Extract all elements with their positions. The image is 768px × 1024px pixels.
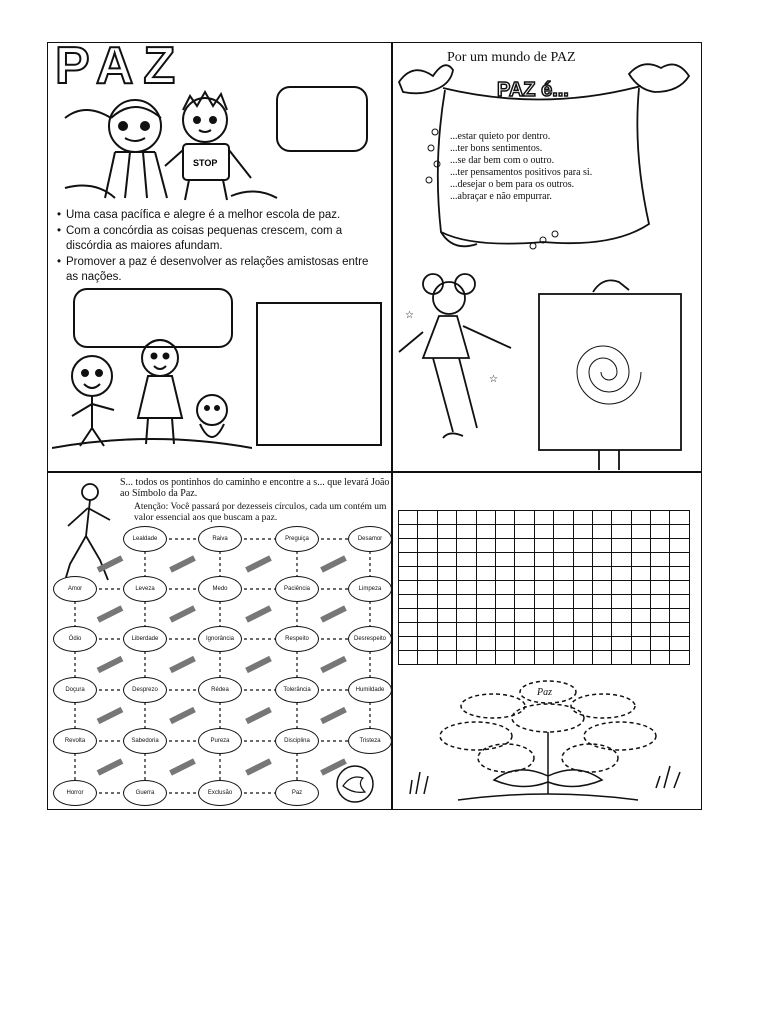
paz-e-item: ...estar quieto por dentro. [450, 131, 551, 142]
grid-cell[interactable] [573, 539, 592, 553]
grid-cell[interactable] [495, 581, 514, 595]
grid-cell[interactable] [399, 651, 418, 665]
grid-cell[interactable] [476, 651, 495, 665]
maze-circle[interactable]: Paz [275, 780, 319, 806]
grid-cell[interactable] [418, 651, 437, 665]
grid-cell[interactable] [476, 637, 495, 651]
grid-cell[interactable] [495, 539, 514, 553]
grid-cell[interactable] [592, 553, 611, 567]
maze-wall [98, 608, 122, 620]
grid-cell[interactable] [554, 595, 573, 609]
grid-cell[interactable] [612, 525, 631, 539]
grid-row [399, 511, 690, 525]
world-peace-title: Por um mundo de PAZ [447, 50, 576, 65]
grid-cell[interactable] [534, 651, 553, 665]
grid-cell[interactable] [418, 623, 437, 637]
maze-circle[interactable]: Horror [53, 780, 97, 806]
grid-cell[interactable] [534, 525, 553, 539]
maze-circle[interactable]: Pureza [198, 728, 242, 754]
grid-cell[interactable] [554, 567, 573, 581]
paz-e-item: ...se dar bem com o outro. [450, 155, 555, 166]
grid-cell[interactable] [418, 553, 437, 567]
grid-row [399, 609, 690, 623]
flower-center-label: Paz [537, 687, 552, 698]
grid-cell[interactable] [534, 595, 553, 609]
grid-cell[interactable] [554, 581, 573, 595]
star-icon: ☆ [489, 374, 498, 385]
maze-circle[interactable]: Preguiça [275, 526, 319, 552]
grid-cell[interactable] [418, 595, 437, 609]
grid-cell[interactable] [612, 581, 631, 595]
grid-cell[interactable] [515, 567, 534, 581]
maze-circle[interactable]: Desrespeito [348, 626, 392, 652]
grid-cell[interactable] [651, 595, 670, 609]
maze-wall [171, 558, 195, 570]
grid-cell[interactable] [437, 651, 456, 665]
grid-cell[interactable] [534, 511, 553, 525]
grid-cell[interactable] [631, 567, 650, 581]
grid-cell[interactable] [573, 581, 592, 595]
maze-circle[interactable]: Desamor [348, 526, 392, 552]
grid-cell[interactable] [631, 623, 650, 637]
grid-cell[interactable] [592, 609, 611, 623]
maze-circle[interactable]: Leveza [123, 576, 167, 602]
grid-cell[interactable] [612, 567, 631, 581]
grid-cell[interactable] [670, 553, 690, 567]
grid-cell[interactable] [418, 637, 437, 651]
grid-cell[interactable] [495, 623, 514, 637]
maze-wall [171, 659, 195, 671]
grid-cell[interactable] [573, 651, 592, 665]
grid-cell[interactable] [612, 595, 631, 609]
grid-cell[interactable] [631, 525, 650, 539]
grid-cell[interactable] [592, 525, 611, 539]
maze-circle[interactable]: Rédea [198, 677, 242, 703]
grid-row [399, 637, 690, 651]
grid-cell[interactable] [631, 651, 650, 665]
grid-cell[interactable] [651, 623, 670, 637]
kids-illustration [55, 88, 285, 206]
maze-circle[interactable]: Respeito [275, 626, 319, 652]
grid-cell[interactable] [573, 595, 592, 609]
grid-cell[interactable] [399, 609, 418, 623]
maze-wall [322, 608, 346, 620]
grid-cell[interactable] [399, 595, 418, 609]
paz-e-item: ...ter bons sentimentos. [450, 143, 543, 154]
grid-row [399, 581, 690, 595]
grid-row [399, 567, 690, 581]
grid-cell[interactable] [554, 511, 573, 525]
grid-cell[interactable] [457, 511, 476, 525]
grid-cell[interactable] [670, 595, 690, 609]
grid-cell[interactable] [534, 637, 553, 651]
grid-cell[interactable] [592, 623, 611, 637]
grid-cell[interactable] [418, 609, 437, 623]
grid-cell[interactable] [457, 609, 476, 623]
grid-cell[interactable] [554, 609, 573, 623]
bullet-item: • Com a concórdia as coisas pequenas crescem, com a discórdia as maiores afundam. [57, 224, 369, 254]
grid-cell[interactable] [476, 525, 495, 539]
grid-cell[interactable] [592, 637, 611, 651]
grid-cell[interactable] [437, 511, 456, 525]
grid-cell[interactable] [437, 553, 456, 567]
grid-cell[interactable] [612, 511, 631, 525]
clown-sign-illustration [393, 262, 693, 470]
grid-cell[interactable] [399, 553, 418, 567]
grid-cell[interactable] [515, 581, 534, 595]
grid-cell[interactable] [554, 525, 573, 539]
grid-cell[interactable] [437, 567, 456, 581]
grid-cell[interactable] [437, 637, 456, 651]
grid-cell[interactable] [612, 539, 631, 553]
grid-row [399, 525, 690, 539]
grid-cell[interactable] [457, 623, 476, 637]
grid-cell[interactable] [631, 581, 650, 595]
maze-circle[interactable]: Revolta [53, 728, 97, 754]
maze-circle[interactable]: Disciplina [275, 728, 319, 754]
grid-cell[interactable] [515, 637, 534, 651]
grid-cell[interactable] [457, 637, 476, 651]
grid-cell[interactable] [476, 539, 495, 553]
grid-cell[interactable] [437, 595, 456, 609]
maze-circle[interactable]: Desprezo [123, 677, 167, 703]
grid-cell[interactable] [651, 553, 670, 567]
grid-cell[interactable] [651, 637, 670, 651]
grid-cell[interactable] [592, 539, 611, 553]
grid-cell[interactable] [670, 623, 690, 637]
grid-cell[interactable] [495, 609, 514, 623]
maze-wall [98, 659, 122, 671]
grid-cell[interactable] [457, 525, 476, 539]
grid-cell[interactable] [573, 511, 592, 525]
maze-wall [247, 761, 271, 773]
grid-cell[interactable] [631, 553, 650, 567]
maze-circle[interactable]: Doçura [53, 677, 97, 703]
maze-wall [322, 710, 346, 722]
maze-wall [171, 761, 195, 773]
grid-cell[interactable] [457, 567, 476, 581]
grid-cell[interactable] [631, 609, 650, 623]
grid-cell[interactable] [515, 553, 534, 567]
grid-cell[interactable] [534, 539, 553, 553]
dove-peace-symbol-icon [333, 764, 377, 804]
grid-cell[interactable] [495, 651, 514, 665]
sign-spiral-text: P [1, 1, 2, 2]
grid-cell[interactable] [651, 511, 670, 525]
grid-cell[interactable] [495, 595, 514, 609]
grid-cell[interactable] [399, 623, 418, 637]
grid-cell[interactable] [534, 623, 553, 637]
maze-circle[interactable]: Ódio [53, 626, 97, 652]
grid-cell[interactable] [399, 637, 418, 651]
grid-cell[interactable] [592, 595, 611, 609]
children-group-illustration [52, 318, 252, 458]
grid-cell[interactable] [495, 511, 514, 525]
maze-wall [98, 710, 122, 722]
maze-circle[interactable]: Sabedoria [123, 728, 167, 754]
banner-text: PAZ é... [497, 79, 569, 101]
grid-cell[interactable] [418, 581, 437, 595]
grid-cell[interactable] [631, 595, 650, 609]
grid-cell[interactable] [670, 539, 690, 553]
grid-cell[interactable] [554, 623, 573, 637]
grid-cell[interactable] [457, 595, 476, 609]
grid-cell[interactable] [418, 539, 437, 553]
word-search-grid[interactable] [398, 510, 690, 665]
grid-cell[interactable] [573, 553, 592, 567]
grid-cell[interactable] [670, 637, 690, 651]
bullet-item: • Promover a paz é desenvolver as relações amistosas entre as nações. [57, 255, 369, 285]
grid-cell[interactable] [612, 609, 631, 623]
grid-cell[interactable] [670, 609, 690, 623]
grid-cell[interactable] [495, 525, 514, 539]
grid-cell[interactable] [418, 525, 437, 539]
grid-cell[interactable] [554, 637, 573, 651]
grid-cell[interactable] [631, 637, 650, 651]
grid-cell[interactable] [476, 581, 495, 595]
maze-wall [171, 710, 195, 722]
maze-circle[interactable]: Amor [53, 576, 97, 602]
grid-cell[interactable] [651, 567, 670, 581]
grid-cell[interactable] [476, 511, 495, 525]
maze-circle[interactable]: Ignorância [198, 626, 242, 652]
grid-cell[interactable] [631, 539, 650, 553]
maze-attention-label: Atenção: [134, 502, 169, 512]
grid-cell[interactable] [457, 539, 476, 553]
maze-wall [247, 558, 271, 570]
maze-circle[interactable]: Guerra [123, 780, 167, 806]
maze-wall [98, 761, 122, 773]
paz-e-item: ...desejar o bem para os outros. [450, 179, 575, 190]
grid-cell[interactable] [515, 525, 534, 539]
shirt-text: STOP [193, 158, 218, 168]
grid-row [399, 623, 690, 637]
grid-cell[interactable] [554, 651, 573, 665]
maze-wall [247, 659, 271, 671]
grid-cell[interactable] [573, 525, 592, 539]
maze-circle[interactable]: Medo [198, 576, 242, 602]
grid-cell[interactable] [476, 609, 495, 623]
maze-circle[interactable]: Tristeza [348, 728, 392, 754]
maze-wall [322, 558, 346, 570]
grid-cell[interactable] [651, 539, 670, 553]
grid-cell[interactable] [612, 651, 631, 665]
grid-cell[interactable] [592, 651, 611, 665]
grid-cell[interactable] [457, 553, 476, 567]
grid-cell[interactable] [515, 651, 534, 665]
maze-circle[interactable]: Limpeza [348, 576, 392, 602]
peace-bullets [57, 208, 369, 286]
grid-cell[interactable] [554, 553, 573, 567]
grid-cell[interactable] [495, 553, 514, 567]
speech-bubble-top[interactable] [276, 86, 368, 152]
grid-cell[interactable] [515, 595, 534, 609]
grid-cell[interactable] [515, 511, 534, 525]
star-icon: ☆ [405, 310, 414, 321]
grid-cell[interactable] [437, 581, 456, 595]
grid-cell[interactable] [399, 525, 418, 539]
grid-cell[interactable] [399, 539, 418, 553]
grid-cell[interactable] [418, 511, 437, 525]
grid-cell[interactable] [612, 637, 631, 651]
grid-cell[interactable] [612, 553, 631, 567]
grid-cell[interactable] [612, 623, 631, 637]
maze-circle[interactable]: Raiva [198, 526, 242, 552]
maze-wall [171, 608, 195, 620]
grid-cell[interactable] [573, 567, 592, 581]
maze-circle[interactable]: Lealdade [123, 526, 167, 552]
paz-e-item: ...ter pensamentos positivos para si. [450, 167, 593, 178]
maze-circle[interactable]: Tolerância [275, 677, 319, 703]
grid-cell[interactable] [534, 581, 553, 595]
maze-circle[interactable]: Paciência [275, 576, 319, 602]
grid-cell[interactable] [651, 651, 670, 665]
maze-attention-text: Você passará por dezesseis círculos, cada um contém um valor essencial aos que buscam a paz. [134, 502, 387, 523]
grid-cell[interactable] [573, 609, 592, 623]
grid-cell[interactable] [573, 623, 592, 637]
grid-cell[interactable] [476, 553, 495, 567]
grid-cell[interactable] [651, 609, 670, 623]
grid-cell[interactable] [476, 595, 495, 609]
grid-cell[interactable] [437, 539, 456, 553]
grid-cell[interactable] [592, 581, 611, 595]
grid-cell[interactable] [437, 623, 456, 637]
grid-cell[interactable] [457, 651, 476, 665]
grid-cell[interactable] [495, 637, 514, 651]
grid-cell[interactable] [418, 567, 437, 581]
grid-row [399, 595, 690, 609]
grid-row [399, 539, 690, 553]
maze-circle[interactable]: Exclusão [198, 780, 242, 806]
grid-cell[interactable] [534, 553, 553, 567]
maze-wall [98, 558, 122, 570]
grid-cell[interactable] [515, 623, 534, 637]
grid-cell[interactable] [399, 581, 418, 595]
grid-cell[interactable] [457, 581, 476, 595]
grid-cell[interactable] [670, 525, 690, 539]
grid-cell[interactable] [651, 581, 670, 595]
grid-cell[interactable] [495, 567, 514, 581]
grid-cell[interactable] [476, 623, 495, 637]
grid-cell[interactable] [554, 539, 573, 553]
grid-cell[interactable] [670, 581, 690, 595]
grid-cell[interactable] [651, 525, 670, 539]
grid-cell[interactable] [534, 609, 553, 623]
paz-title: PAZ [55, 37, 186, 95]
grid-cell[interactable] [515, 609, 534, 623]
paz-e-list [450, 131, 592, 203]
grid-cell[interactable] [399, 511, 418, 525]
grid-cell[interactable] [573, 637, 592, 651]
maze-wall [247, 710, 271, 722]
maze-instructions: S... todos os pontinhos do caminho e encontre a s... que levará João ao Símbolo da Paz. [120, 477, 390, 499]
maze-wall [322, 659, 346, 671]
grid-cell[interactable] [476, 567, 495, 581]
grid-cell[interactable] [399, 567, 418, 581]
grid-cell[interactable] [670, 511, 690, 525]
blank-drawing-box[interactable] [256, 302, 382, 446]
grid-cell[interactable] [534, 567, 553, 581]
grid-row [399, 651, 690, 665]
maze-wall [247, 608, 271, 620]
grid-cell[interactable] [437, 609, 456, 623]
maze-circle[interactable]: Humildade [348, 677, 392, 703]
paz-e-item: ...abraçar e não empurrar. [450, 191, 552, 202]
grid-cell[interactable] [592, 567, 611, 581]
grid-cell[interactable] [437, 525, 456, 539]
grid-cell[interactable] [592, 511, 611, 525]
grid-row [399, 553, 690, 567]
grid-cell[interactable] [670, 651, 690, 665]
grid-cell[interactable] [515, 539, 534, 553]
maze-circle[interactable]: Liberdade [123, 626, 167, 652]
grid-cell[interactable] [670, 567, 690, 581]
bullet-item: • Uma casa pacífica e alegre é a melhor escola de paz. [57, 208, 369, 223]
grid-cell[interactable] [631, 511, 650, 525]
